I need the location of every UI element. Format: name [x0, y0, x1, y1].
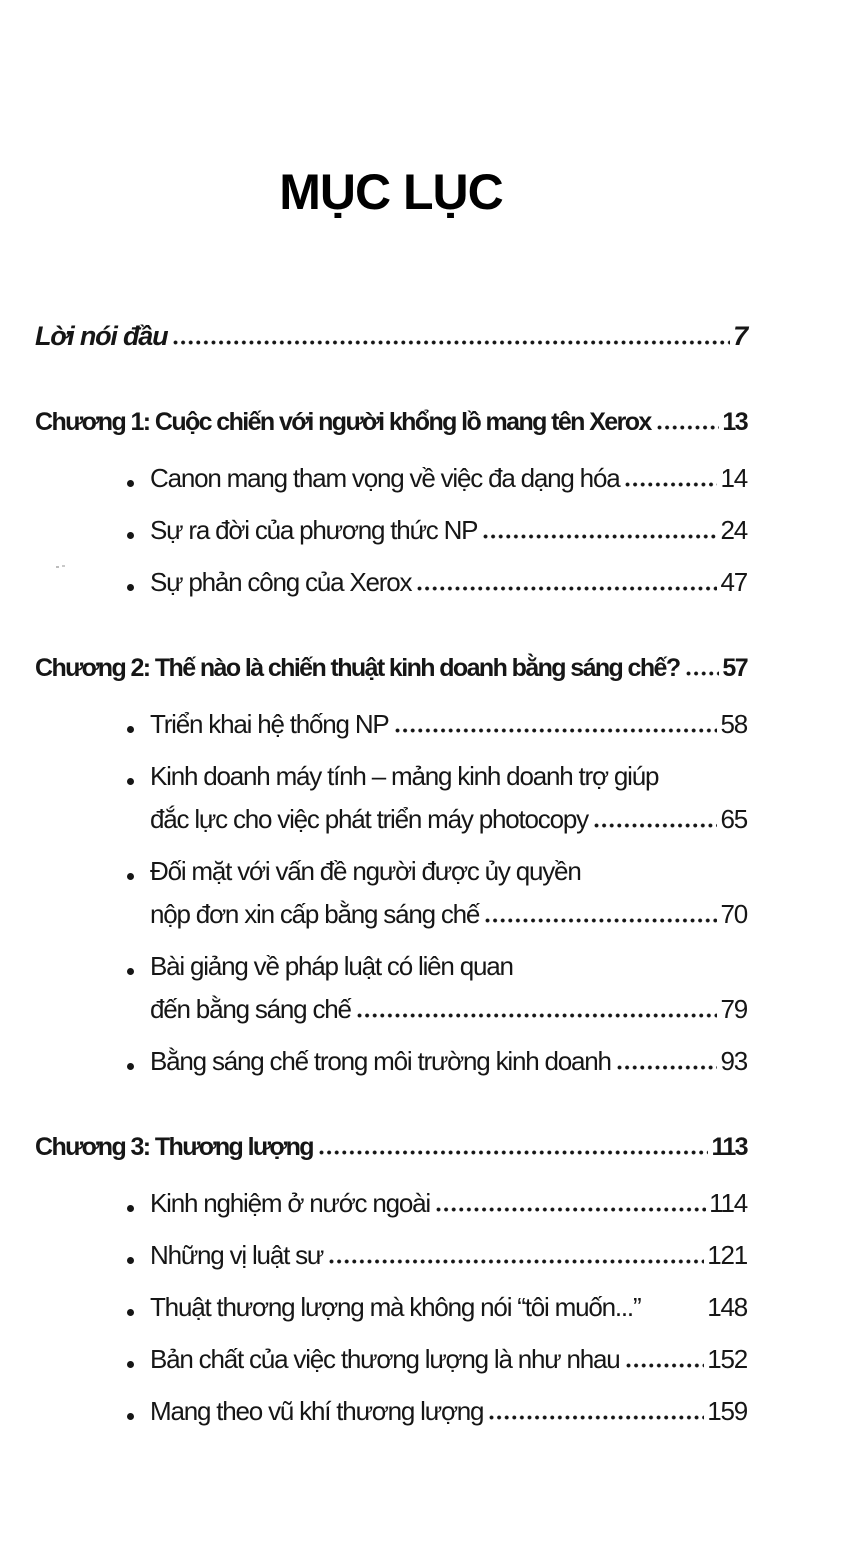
entry-page-number: 148 — [707, 1292, 747, 1322]
entry-page-number: 152 — [707, 1344, 747, 1374]
entry-label: Triển khai hệ thống NP — [150, 709, 389, 739]
entry-label: Thuật thương lượng mà không nói “tôi muốn...” — [150, 1292, 641, 1322]
entry-label: Những vị luật sư — [150, 1240, 324, 1270]
entry-label: Sự phản công của Xerox — [150, 567, 412, 597]
entry-label: Canon mang tham vọng về việc đa dạng hóa — [150, 463, 620, 493]
dot-leader — [436, 1207, 706, 1212]
entry-page-number: 121 — [707, 1240, 747, 1270]
dot-leader — [417, 586, 717, 591]
entry-page-number: 79 — [720, 994, 747, 1024]
dot-leader — [646, 1311, 704, 1316]
dot-leader — [625, 482, 717, 487]
toc-item — [35, 1341, 747, 1377]
dot-leader — [483, 534, 717, 539]
dot-leader — [357, 1013, 718, 1018]
chapter-title: Chương 3: Thương lượng — [35, 1133, 313, 1161]
bullet-icon — [127, 1063, 134, 1070]
entry-page-number: 93 — [720, 1046, 747, 1076]
entry-label: Bản chất của việc thương lượng là như nhau — [150, 1344, 620, 1374]
table-of-contents — [35, 0, 747, 1429]
bullet-icon — [127, 584, 134, 591]
entry-page-number: 7 — [733, 321, 747, 351]
dot-leader — [594, 823, 718, 828]
chapter-title: Chương 2: Thế nào là chiến thuật kinh doanh bằng sáng chế? — [35, 654, 680, 682]
bullet-icon — [127, 968, 134, 975]
entry-page-number: 65 — [720, 804, 747, 834]
toc-item — [35, 1043, 747, 1079]
toc-item — [35, 853, 747, 889]
toc-item-continuation — [35, 801, 747, 837]
bullet-icon — [127, 1413, 134, 1420]
dot-leader — [657, 425, 720, 430]
entry-label: đến bằng sáng chế — [150, 994, 351, 1024]
dot-leader — [626, 1363, 705, 1368]
toc-item — [35, 564, 747, 600]
entry-page-number: 113 — [711, 1133, 747, 1161]
chapter-title: Chương 1: Cuộc chiến với người khổng lồ mang tên Xerox — [35, 408, 651, 436]
bullet-icon — [127, 1205, 134, 1212]
chapter-2-heading — [35, 650, 747, 686]
dot-leader — [329, 1259, 704, 1264]
chapter-1-heading — [35, 404, 747, 440]
dot-leader — [319, 1150, 709, 1155]
toc-item — [35, 1237, 747, 1273]
dot-leader — [617, 1065, 718, 1070]
entry-label: đắc lực cho việc phát triển máy photocopy — [150, 804, 588, 834]
entry-page-number: 14 — [720, 463, 747, 493]
entry-page-number: 58 — [720, 709, 747, 739]
toc-item — [35, 758, 747, 794]
entry-label: nộp đơn xin cấp bằng sáng chế — [150, 899, 480, 929]
toc-item — [35, 1289, 747, 1325]
bullet-icon — [127, 1257, 134, 1264]
bullet-icon — [127, 726, 134, 733]
page-title: MỤC LỤC — [279, 164, 503, 220]
bullet-icon — [127, 532, 134, 539]
entry-page-number: 70 — [720, 899, 747, 929]
toc-entry-preface — [35, 318, 747, 354]
toc-item — [35, 460, 747, 496]
entry-page-number: 13 — [722, 408, 747, 436]
dot-leader — [686, 671, 720, 676]
entry-label: Kinh nghiệm ở nước ngoài — [150, 1188, 430, 1218]
dot-leader — [489, 1415, 704, 1420]
entry-page-number: 47 — [720, 567, 747, 597]
entry-label: Đối mặt với vấn đề người được ủy quyền — [150, 856, 581, 886]
bullet-icon — [127, 873, 134, 880]
bullet-icon — [127, 778, 134, 785]
bullet-icon — [127, 1361, 134, 1368]
entry-label: Lời nói đầu — [35, 321, 168, 351]
entry-label: Kinh doanh máy tính – mảng kinh doanh trợ giúp — [150, 761, 659, 791]
dot-leader — [395, 728, 718, 733]
dot-leader — [485, 918, 717, 923]
toc-item — [35, 948, 747, 984]
entry-page-number: 159 — [707, 1396, 747, 1426]
toc-item — [35, 706, 747, 742]
bullet-icon — [127, 480, 134, 487]
toc-item — [35, 1393, 747, 1429]
entry-label: Bằng sáng chế trong môi trường kinh doanh — [150, 1046, 611, 1076]
toc-item-continuation — [35, 991, 747, 1027]
toc-item-continuation — [35, 896, 747, 932]
entry-label: Mang theo vũ khí thương lượng — [150, 1396, 484, 1426]
entry-page-number: 114 — [709, 1188, 747, 1218]
entry-page-number: 24 — [720, 515, 747, 545]
chapter-3-heading — [35, 1129, 747, 1165]
dot-leader — [173, 340, 730, 345]
entry-page-number: 57 — [722, 654, 747, 682]
toc-item — [35, 512, 747, 548]
toc-item — [35, 1185, 747, 1221]
bullet-icon — [127, 1309, 134, 1316]
entry-label: Sự ra đời của phương thức NP — [150, 515, 478, 545]
entry-label: Bài giảng về pháp luật có liên quan — [150, 951, 513, 981]
